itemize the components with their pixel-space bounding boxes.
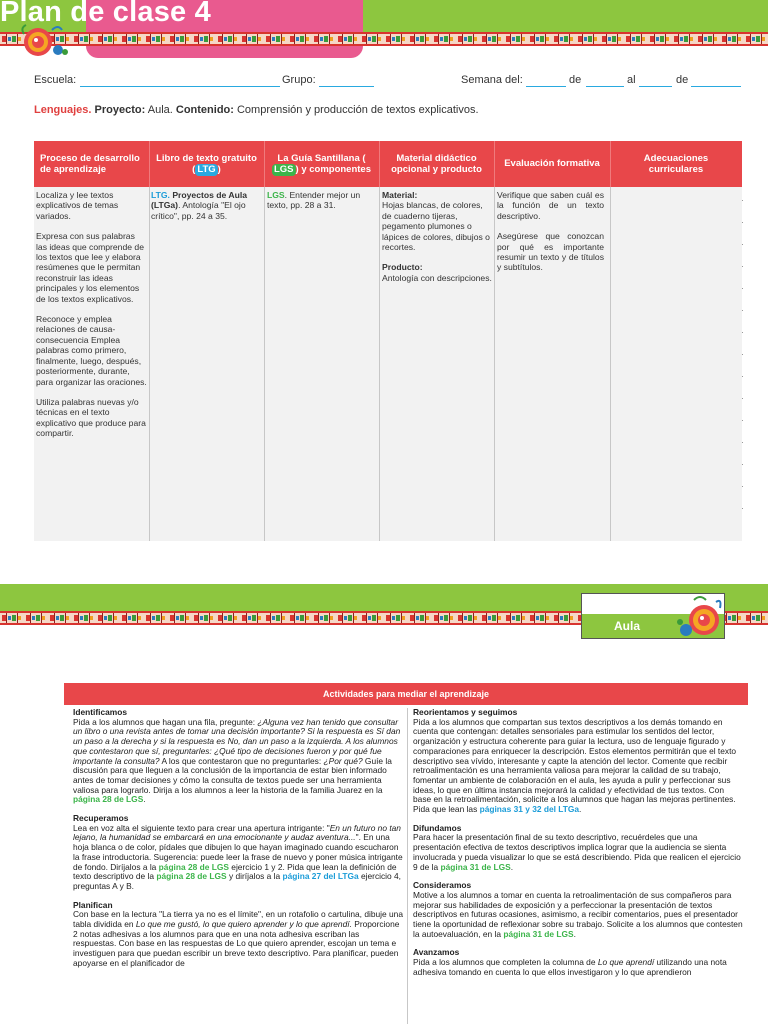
semana-day-field[interactable]: [526, 76, 566, 87]
proceso-item: Reconoce y emplea relaciones de causa-consecuencia Emplea palabras como primero, finalmente, luego, después, posteriormente, durante, para organizar las oraciones.: [36, 314, 147, 387]
evaluacion-item: Verifique que saben cuál es la función de un texto descriptivo.: [497, 190, 604, 221]
cell-evaluacion: [497, 190, 604, 283]
ltg-book: Proyectos de Aula (LTGa): [151, 190, 247, 211]
escuela-label: Escuela:: [34, 74, 77, 86]
section-heading: Identificamos: [73, 707, 127, 717]
page-reference: página 27 del LTGa: [282, 871, 359, 882]
section-heading: Difundamos: [413, 822, 462, 833]
section-identificamos: [73, 708, 404, 805]
de2-label: de: [676, 74, 689, 86]
semana-label: Semana del:: [461, 74, 523, 86]
section-consideramos: [413, 881, 743, 939]
semana-month-field[interactable]: [586, 76, 624, 87]
header-adecuaciones: Adecuaciones curriculares: [643, 152, 709, 175]
section-heading: Avanzamos: [413, 947, 460, 958]
section-heading: Consideramos: [413, 880, 472, 891]
section-body: Pida a los alumnos que compartan sus textos descriptivos a los demás tomando en cuenta que contengan: detalles sensoriales para estimular los sentidos del lector, organización y estructura coherente para guiar la lectura, uso de lenguaje figurado y comparaciones para enriquecer la descripción. Estos elementos permitirán que el texto descriptivo sea vívido, interesante y capte la atención del lector. Comente que recibir retroalimentación es una herramienta valiosa para mejorar la calidad de su trabajo, fomentar un ambiente de colaboración en el aula, les ayuda a pulir y perfeccionar sus ideas, lo que en última instancia mejorará la calidad y efectividad de tus textos. Con base en la retroalimentación, solicite a los alumnos que hagan las mejoras pertinentes. Pida que lean las páginas 31 y 32 del LTGa.: [413, 716, 737, 815]
decorative-mascot-icon: [18, 22, 70, 65]
proceso-item: Utiliza palabras nuevas y/o técnicas en el texto explicativo que produce para compartir.: [36, 396, 146, 439]
contenido-value: Comprensión y producción de textos explicativos.: [236, 104, 479, 116]
cell-lgs: [267, 190, 377, 211]
aula-label: Aula: [614, 619, 641, 633]
evaluacion-item: Asegúrese que conozcan por qué es importante resumir un texto y de títulos y subtítulos.: [497, 231, 604, 273]
school-info-form: [34, 74, 744, 90]
section-body: Con base en la lectura "La tierra ya no es el límite", en un rotafolio o cartulina, dibuje una tabla dividida en Lo que me gustó, lo que quiero aprender y lo que aprendí. Proporcione 2 notas adhesivas a los alumnos para que en una nota adhesiva escriban las respuestas. Con base en las respuestas de Lo que quiero aprender, escojan un tema e investiguen para que puedan escribir un breve texto descriptivo. Para planificar, pueden apoyarse en el planificador de: [73, 909, 403, 968]
al-day-field[interactable]: [639, 76, 672, 87]
header-lgs: La Guía Santillana (LGS ) y componentes: [273, 152, 372, 175]
ltg-badge: LTG: [197, 164, 216, 175]
header-proceso: Proceso de desarrollo de aprendizaje: [40, 152, 140, 175]
lgs-reference: . Entender mejor un texto, pp. 28 a 31.: [267, 190, 361, 211]
page-reference: página 31 de LGS: [503, 928, 574, 939]
table-header-row: [34, 141, 742, 187]
contenido-label: Contenido:: [175, 104, 234, 116]
section-difundamos: [413, 824, 743, 873]
section-heading: Planifican: [73, 899, 113, 910]
header-ltg: Libro de texto gratuito ( LTG ): [156, 152, 257, 175]
escuela-field[interactable]: [80, 76, 280, 87]
cell-ltg: [151, 190, 261, 221]
grupo-label: Grupo:: [282, 74, 316, 86]
section-reorientamos: [413, 708, 743, 815]
ltg-tag: LTG.: [151, 190, 170, 200]
activities-header: Actividades para mediar el aprendizaje: [64, 683, 748, 705]
material-label: Material:: [382, 190, 418, 200]
subject-line: [34, 104, 479, 116]
cell-proceso: [36, 190, 148, 449]
section-body: Pida a los alumnos que completen la columna de Lo que aprendí utilizando una nota adhesiva tomando en cuenta lo que ellos investigaron y lo que aprendieron: [413, 957, 727, 977]
material-value: Hojas blancas, de colores, de cuaderno tijeras, pegamento plumones o lápices de colores, dibujos o recortes.: [382, 200, 490, 253]
section-planifican: [73, 901, 404, 969]
section-heading: Recuperamos: [73, 813, 129, 824]
de-label: de: [569, 74, 582, 86]
activities-right-column: [413, 708, 743, 987]
section-body: Pida a los alumnos que hagan una fila, pregunte: ¿Alguna vez han tenido que consultar un libro o una revista antes de tomar una decisión importante? Si la respuesta es Sí dan un paso a la derecha y si la respuesta es No, dan un paso a la izquierda. A los alumnos que contestaron que sí, preguntarles: ¿Qué tipo de decisiones fueron y por qué fue importante la consulta? A los que contestaron que no preguntarles: ¿Por qué? Guíe la discusión para que lleguen a la conclusión de la importancia de estar bien informado antes de tomar decisiones y cómo la consulta de textos puede ser una herramienta valiosa para lograrlo. Dirija a los alumnos a leer la historia de la familia Juarez en la página 28 de LGS.: [73, 716, 401, 805]
section-body: Para hacer la presentación final de su texto descriptivo, recuérdeles que una presentación efectiva de textos descriptivos implica lograr que la audiencia se sienta involucrada y pueda visualizar lo que se está describiendo. Pida que realicen el ejercicio 9 de la página 31 de LGS.: [413, 832, 741, 872]
header-evaluacion: Evaluación formativa: [504, 158, 600, 170]
section-heading: Reorientamos y seguimos: [413, 707, 518, 717]
decorative-border-top: [0, 32, 768, 46]
grupo-field[interactable]: [319, 76, 374, 87]
cell-material: [382, 190, 492, 293]
proyecto-value: Aula.: [147, 104, 173, 116]
ltg-reference: . Antología "El ojo crítico", pp. 24 a 35.: [151, 200, 246, 221]
lgs-tag: LGS: [267, 190, 285, 200]
al-month-field[interactable]: [691, 76, 741, 87]
proceso-item: Expresa con sus palabras las ideas que comprende de los textos que lee y elabora resúmenes que le permitan reconstruir las ideas principales y los elementos de los textos explicativos.: [36, 231, 144, 304]
section-body: Lea en voz alta el siguiente texto para crear una apertura intrigante: "En un futuro no tan lejano, la humanidad se embarcará en una emocionante y audaz aventura...". En una hoja blanca o de color, pídales que dibujen lo que hayan imaginado cuando escucharon la frase introductoria. Sugerencia: puede leer la frase de nuevo y poner música intrigante de fondo. Diríjalos a la página 28 de LGS ejercicio 1 y 2. Pida que lean la definición de texto descriptivo de la página 28 de LGS y diríjalos a la página 27 del LTGa ejercicio 4, preguntas A y B.: [73, 822, 403, 891]
decorative-mascot-icon: [676, 594, 726, 645]
page-reference: página 28 de LGS: [158, 861, 229, 872]
proceso-item: Localiza y lee textos explicativos de temas variados.: [36, 190, 119, 221]
page-reference: página 31 de LGS: [440, 861, 511, 872]
page-title: Plan de clase 4: [0, 0, 211, 28]
page-reference: página 28 de LGS: [73, 794, 144, 805]
page-reference: páginas 31 y 32 del LTGa: [479, 804, 580, 815]
header-material: Material didáctico opcional y producto: [391, 152, 482, 175]
section-body: Motive a los alumnos a tomar en cuenta la retroalimentación de sus compañeros para mejorar sus habilidades de exposición y a perfeccionar la presentación de textos descriptivos en futuras ocasiones, asimismo, a recibir comentarios, pues el presentador tiene la oportunidad de reflexionar sobre su trabajo. Solicite a los alumnos que contesten la autoevaluación, en la página 31 de LGS.: [413, 889, 743, 939]
margin-dots: [742, 200, 746, 530]
page-reference: página 28 de LGS: [156, 871, 227, 882]
section-avanzamos: [413, 948, 743, 977]
al-label: al: [627, 74, 636, 86]
lgs-badge: LGS: [273, 164, 294, 175]
proyecto-label: Proyecto:: [94, 104, 146, 116]
producto-value: Antología con descripciones.: [382, 272, 492, 283]
producto-label: Producto:: [382, 262, 423, 273]
plan-table: [34, 141, 742, 541]
subject-area: Lenguajes.: [34, 104, 92, 116]
section-recuperamos: [73, 814, 404, 892]
activities-left-column: [73, 708, 404, 978]
activities-divider: [407, 708, 408, 1024]
